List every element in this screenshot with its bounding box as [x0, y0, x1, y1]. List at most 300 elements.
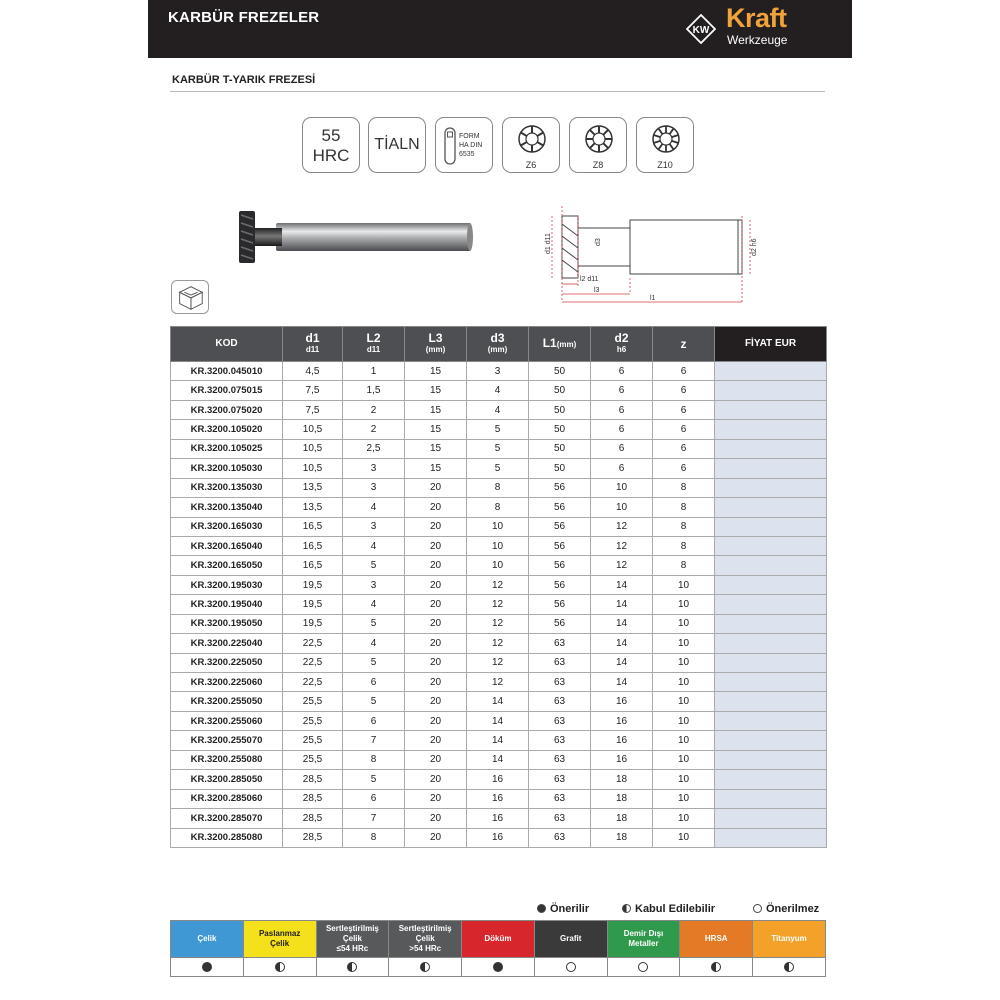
cell-value: 8	[343, 828, 405, 847]
table-row	[171, 634, 827, 653]
cell-value: 3	[343, 478, 405, 497]
cell-price	[715, 459, 827, 478]
form-line2: HA DIN	[459, 142, 483, 149]
cell-value: 6	[591, 381, 653, 400]
material-cell	[316, 921, 389, 958]
half-circle-icon	[420, 962, 430, 972]
cell-value: 50	[529, 420, 591, 439]
cell-value: 20	[405, 789, 467, 808]
empty-circle-icon	[753, 904, 762, 913]
cell-code: KR.3200.105030	[171, 459, 283, 478]
cell-value: 20	[405, 536, 467, 555]
dim-d2: d2 h6	[751, 238, 758, 256]
cell-value: 16	[591, 750, 653, 769]
cell-value: 10	[653, 653, 715, 672]
cell-value: 6	[343, 711, 405, 730]
cell-price	[715, 420, 827, 439]
cell-value: 20	[405, 575, 467, 594]
cell-value: 4	[467, 400, 529, 419]
cell-value: 18	[591, 809, 653, 828]
cell-value: 15	[405, 362, 467, 381]
cell-value: 16	[467, 809, 529, 828]
material-cell	[171, 921, 244, 958]
cell-value: 18	[591, 770, 653, 789]
cell-value: 10	[653, 789, 715, 808]
cell-value: 1	[343, 362, 405, 381]
cell-value: 8	[467, 478, 529, 497]
cell-value: 8	[653, 478, 715, 497]
cell-price	[715, 614, 827, 633]
cell-value: 3	[343, 459, 405, 478]
cell-value: 10	[467, 556, 529, 575]
cell-price	[715, 381, 827, 400]
dim-l2: l2 d11	[580, 276, 599, 283]
cell-value: 20	[405, 517, 467, 536]
shank-icon	[444, 127, 456, 165]
cell-value: 14	[591, 575, 653, 594]
cell-value: 56	[529, 517, 591, 536]
ten-flute-icon	[650, 123, 682, 155]
col-d1: d1 d11	[283, 327, 343, 362]
cell-value: 5	[467, 459, 529, 478]
cell-value: 16	[591, 692, 653, 711]
col-kod: KOD	[171, 327, 283, 362]
material-rating-cell	[753, 958, 826, 977]
material-rating-cell	[462, 958, 535, 977]
logo-badge-text: KW	[692, 25, 710, 36]
cell-value: 10	[653, 809, 715, 828]
col-d2: d2 h6	[591, 327, 653, 362]
cell-value: 20	[405, 750, 467, 769]
material-rating-cell	[171, 958, 244, 977]
cell-price	[715, 634, 827, 653]
half-circle-icon	[784, 962, 794, 972]
cell-value: 3	[343, 575, 405, 594]
table-row	[171, 614, 827, 633]
cell-code: KR.3200.255080	[171, 750, 283, 769]
tool-photo-image	[236, 208, 476, 268]
cell-value: 20	[405, 498, 467, 517]
cell-value: 14	[467, 692, 529, 711]
material-label: Sertleştirilmiş	[325, 924, 379, 933]
material-rating-cell	[607, 958, 680, 977]
table-body	[171, 362, 827, 848]
cell-value: 63	[529, 809, 591, 828]
table-row	[171, 420, 827, 439]
materials-names-row	[171, 921, 826, 958]
cell-value: 12	[467, 634, 529, 653]
cell-value: 28,5	[283, 809, 343, 828]
table-row	[171, 809, 827, 828]
cell-price	[715, 789, 827, 808]
cell-value: 5	[343, 692, 405, 711]
cell-value: 19,5	[283, 614, 343, 633]
half-circle-icon	[711, 962, 721, 972]
cell-value: 6	[591, 400, 653, 419]
table-row	[171, 673, 827, 692]
cell-value: 10	[653, 750, 715, 769]
cell-value: 10	[653, 828, 715, 847]
cell-code: KR.3200.255070	[171, 731, 283, 750]
cell-value: 56	[529, 595, 591, 614]
cell-value: 5	[343, 770, 405, 789]
cell-value: 10	[467, 517, 529, 536]
cell-value: 6	[591, 362, 653, 381]
section-divider	[170, 91, 825, 92]
cell-code: KR.3200.135040	[171, 498, 283, 517]
table-row	[171, 692, 827, 711]
cell-value: 5	[343, 556, 405, 575]
cell-value: 4	[343, 498, 405, 517]
materials-ratings-row	[171, 958, 826, 977]
cell-value: 56	[529, 536, 591, 555]
cell-value: 20	[405, 478, 467, 497]
cell-value: 10,5	[283, 459, 343, 478]
dim-d3: d3	[595, 238, 602, 246]
cell-value: 7	[343, 731, 405, 750]
cell-code: KR.3200.195040	[171, 595, 283, 614]
hardness-box	[302, 117, 360, 173]
cell-value: 20	[405, 809, 467, 828]
material-rating-cell	[534, 958, 607, 977]
cell-value: 63	[529, 750, 591, 769]
cell-value: 10	[591, 498, 653, 517]
material-label: Çelik	[270, 939, 290, 948]
table-row	[171, 498, 827, 517]
cell-value: 13,5	[283, 498, 343, 517]
material-label: Metaller	[628, 939, 659, 948]
form-line1: FORM	[459, 133, 480, 140]
cell-value: 50	[529, 362, 591, 381]
cell-code: KR.3200.195030	[171, 575, 283, 594]
cell-value: 8	[653, 517, 715, 536]
cell-value: 28,5	[283, 770, 343, 789]
material-label: Çelik	[415, 934, 435, 943]
table-row	[171, 750, 827, 769]
cell-value: 8	[653, 556, 715, 575]
cell-value: 16	[467, 828, 529, 847]
z8-label: Z8	[592, 160, 604, 170]
cell-value: 20	[405, 770, 467, 789]
cell-value: 12	[467, 614, 529, 633]
material-label: >54 HRc	[409, 944, 442, 953]
table-row	[171, 595, 827, 614]
cell-value: 25,5	[283, 711, 343, 730]
cell-value: 5	[343, 614, 405, 633]
cell-price	[715, 653, 827, 672]
cell-code: KR.3200.105025	[171, 439, 283, 458]
materials-table	[170, 920, 826, 977]
coating-box	[368, 117, 426, 173]
cell-value: 7,5	[283, 381, 343, 400]
cell-code: KR.3200.195050	[171, 614, 283, 633]
cell-code: KR.3200.285050	[171, 770, 283, 789]
cell-value: 20	[405, 614, 467, 633]
table-row	[171, 439, 827, 458]
cell-value: 2	[343, 420, 405, 439]
cell-value: 14	[591, 673, 653, 692]
cell-value: 14	[591, 653, 653, 672]
cell-code: KR.3200.285070	[171, 809, 283, 828]
material-rating-cell	[316, 958, 389, 977]
cell-value: 28,5	[283, 789, 343, 808]
cell-value: 15	[405, 439, 467, 458]
material-cell	[243, 921, 316, 958]
cell-value: 22,5	[283, 673, 343, 692]
table-row	[171, 731, 827, 750]
cell-price	[715, 517, 827, 536]
legend-usable: Kabul Edilebilir	[622, 903, 715, 915]
cell-value: 3	[343, 517, 405, 536]
cell-value: 10	[653, 673, 715, 692]
cell-value: 10	[653, 770, 715, 789]
dim-l3: l3	[594, 287, 600, 294]
cell-value: 12	[467, 575, 529, 594]
half-circle-icon	[347, 962, 357, 972]
material-cell	[462, 921, 535, 958]
cell-value: 6	[653, 420, 715, 439]
cell-value: 15	[405, 459, 467, 478]
cell-value: 12	[591, 556, 653, 575]
table-row	[171, 517, 827, 536]
cell-value: 4	[467, 381, 529, 400]
form-line3: 6535	[459, 151, 475, 158]
cell-value: 63	[529, 770, 591, 789]
page-header	[148, 0, 852, 58]
empty-circle-icon	[638, 962, 648, 972]
material-label: Çelik	[197, 934, 217, 943]
logo-brand: Kraft	[726, 3, 787, 33]
cell-value: 10	[653, 634, 715, 653]
material-rating-cell	[389, 958, 462, 977]
cell-value: 15	[405, 381, 467, 400]
table-row	[171, 478, 827, 497]
cell-value: 20	[405, 673, 467, 692]
full-circle-icon	[493, 962, 503, 972]
cell-value: 10	[653, 575, 715, 594]
cell-value: 63	[529, 711, 591, 730]
cell-value: 18	[591, 828, 653, 847]
table-row	[171, 828, 827, 847]
coating-label: TİALN	[374, 136, 420, 153]
cell-price	[715, 362, 827, 381]
z10-box	[636, 117, 694, 173]
z6-box	[502, 117, 560, 173]
cell-code: KR.3200.075020	[171, 400, 283, 419]
cell-code: KR.3200.165040	[171, 536, 283, 555]
cell-value: 15	[405, 400, 467, 419]
cell-value: 56	[529, 556, 591, 575]
cell-value: 16	[591, 711, 653, 730]
cell-value: 5	[343, 653, 405, 672]
cell-value: 12	[591, 536, 653, 555]
cell-value: 2,5	[343, 439, 405, 458]
cell-value: 3	[467, 362, 529, 381]
brand-logo	[686, 5, 826, 49]
material-label: HRSA	[704, 934, 728, 943]
cell-price	[715, 673, 827, 692]
cell-value: 18	[591, 789, 653, 808]
material-label: Titanyum	[771, 934, 807, 943]
cell-value: 56	[529, 478, 591, 497]
material-label: Çelik	[342, 934, 362, 943]
cell-price	[715, 809, 827, 828]
cell-value: 1,5	[343, 381, 405, 400]
header-title: KARBÜR FREZELER	[168, 9, 320, 26]
table-row	[171, 400, 827, 419]
cell-value: 6	[653, 400, 715, 419]
table-header-row	[171, 327, 827, 362]
col-l2: L2 d11	[343, 327, 405, 362]
legend-not-recommended: Önerilmez	[753, 903, 819, 915]
cell-value: 22,5	[283, 653, 343, 672]
cell-value: 16	[467, 789, 529, 808]
cell-value: 14	[591, 634, 653, 653]
material-cell	[680, 921, 753, 958]
material-cell	[607, 921, 680, 958]
cell-value: 16,5	[283, 536, 343, 555]
cell-code: KR.3200.135030	[171, 478, 283, 497]
cell-value: 7	[343, 809, 405, 828]
col-z: z	[653, 327, 715, 362]
cell-value: 5	[467, 439, 529, 458]
cell-value: 8	[653, 536, 715, 555]
table-row	[171, 381, 827, 400]
cell-value: 12	[467, 653, 529, 672]
cell-price	[715, 692, 827, 711]
cell-value: 14	[467, 731, 529, 750]
cell-value: 56	[529, 614, 591, 633]
cell-value: 28,5	[283, 828, 343, 847]
cell-value: 56	[529, 498, 591, 517]
cell-value: 6	[591, 420, 653, 439]
cell-value: 10	[653, 595, 715, 614]
cell-value: 20	[405, 711, 467, 730]
cell-value: 16	[591, 731, 653, 750]
z6-label: Z6	[525, 160, 537, 170]
cell-price	[715, 595, 827, 614]
col-d3: d3 (mm)	[467, 327, 529, 362]
cell-value: 6	[343, 673, 405, 692]
cell-value: 10,5	[283, 439, 343, 458]
cell-value: 63	[529, 653, 591, 672]
empty-circle-icon	[566, 962, 576, 972]
cell-price	[715, 536, 827, 555]
cell-value: 6	[591, 459, 653, 478]
cell-value: 50	[529, 381, 591, 400]
half-circle-icon	[622, 904, 631, 913]
dim-d1: d1 d11	[545, 233, 552, 254]
six-flute-icon	[516, 123, 548, 155]
table-row	[171, 653, 827, 672]
cell-value: 20	[405, 634, 467, 653]
cell-value: 6	[343, 789, 405, 808]
cell-value: 5	[467, 420, 529, 439]
cell-code: KR.3200.165030	[171, 517, 283, 536]
material-label: Sertleştirilmiş	[398, 924, 452, 933]
cell-code: KR.3200.045010	[171, 362, 283, 381]
workpiece-cube-icon	[171, 280, 209, 314]
cell-value: 6	[653, 362, 715, 381]
table-row	[171, 536, 827, 555]
cell-price	[715, 770, 827, 789]
cell-price	[715, 731, 827, 750]
cell-value: 20	[405, 731, 467, 750]
eight-flute-icon	[583, 123, 615, 155]
cell-value: 50	[529, 459, 591, 478]
cell-value: 20	[405, 595, 467, 614]
table-row	[171, 362, 827, 381]
col-l1: L1(mm)	[529, 327, 591, 362]
cell-value: 16,5	[283, 517, 343, 536]
material-rating-cell	[243, 958, 316, 977]
cell-value: 10	[653, 614, 715, 633]
full-circle-icon	[202, 962, 212, 972]
cell-value: 14	[591, 595, 653, 614]
cell-value: 10	[653, 692, 715, 711]
cell-value: 63	[529, 692, 591, 711]
table-row	[171, 556, 827, 575]
cell-value: 63	[529, 673, 591, 692]
cell-value: 10	[467, 536, 529, 555]
table-row	[171, 711, 827, 730]
cell-value: 15	[405, 420, 467, 439]
technical-drawing	[540, 206, 760, 310]
cell-value: 20	[405, 653, 467, 672]
cell-value: 2	[343, 400, 405, 419]
material-label: ≤54 HRc	[336, 944, 369, 953]
hardness-value: 55	[321, 126, 341, 145]
cell-price	[715, 556, 827, 575]
full-circle-icon	[537, 904, 546, 913]
cell-value: 63	[529, 731, 591, 750]
table-row	[171, 459, 827, 478]
cell-price	[715, 400, 827, 419]
cell-price	[715, 750, 827, 769]
material-cell	[753, 921, 826, 958]
cell-value: 16,5	[283, 556, 343, 575]
cell-value: 10,5	[283, 420, 343, 439]
cell-value: 12	[467, 595, 529, 614]
cell-value: 13,5	[283, 478, 343, 497]
cell-value: 8	[343, 750, 405, 769]
cell-value: 50	[529, 439, 591, 458]
material-label: Demir Dışı	[623, 929, 664, 938]
cell-code: KR.3200.165050	[171, 556, 283, 575]
cell-value: 12	[591, 517, 653, 536]
cell-value: 22,5	[283, 634, 343, 653]
cell-value: 10	[653, 731, 715, 750]
cell-code: KR.3200.225050	[171, 653, 283, 672]
cell-code: KR.3200.255060	[171, 711, 283, 730]
half-circle-icon	[275, 962, 285, 972]
cell-value: 19,5	[283, 575, 343, 594]
cell-value: 6	[653, 381, 715, 400]
col-l3: L3 (mm)	[405, 327, 467, 362]
cell-price	[715, 711, 827, 730]
cell-price	[715, 439, 827, 458]
section-title: KARBÜR T-YARIK FREZESİ	[172, 74, 316, 86]
col-price: FİYAT EUR	[715, 327, 827, 362]
material-rating-cell	[680, 958, 753, 977]
cell-value: 10	[653, 711, 715, 730]
cell-value: 12	[467, 673, 529, 692]
form-box	[435, 117, 493, 173]
cell-code: KR.3200.225040	[171, 634, 283, 653]
cell-code: KR.3200.255050	[171, 692, 283, 711]
cell-value: 14	[591, 614, 653, 633]
cell-code: KR.3200.285080	[171, 828, 283, 847]
